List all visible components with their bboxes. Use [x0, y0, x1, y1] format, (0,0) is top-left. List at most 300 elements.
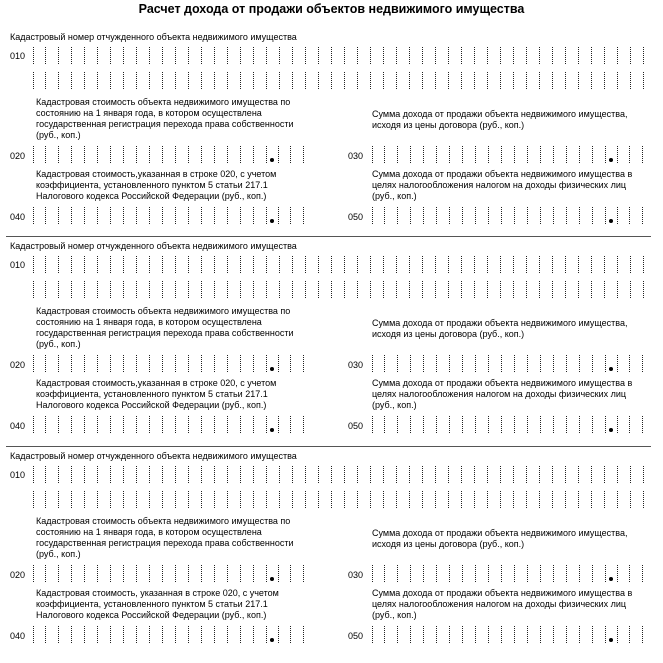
- input-cell[interactable]: [528, 355, 541, 372]
- input-cell[interactable]: [489, 355, 502, 372]
- input-cell[interactable]: [501, 72, 514, 89]
- input-cell[interactable]: [241, 146, 254, 163]
- input-cell[interactable]: [254, 207, 267, 224]
- input-cell[interactable]: [254, 565, 267, 582]
- input-cell[interactable]: [176, 281, 189, 298]
- input-cell[interactable]: [241, 72, 254, 89]
- cadastral-number-row-2[interactable]: [33, 281, 644, 298]
- input-cell[interactable]: [215, 281, 228, 298]
- input-cell[interactable]: [241, 281, 254, 298]
- input-cell[interactable]: [111, 146, 124, 163]
- input-cell[interactable]: [410, 466, 423, 483]
- input-cell[interactable]: [593, 207, 606, 224]
- input-cell[interactable]: [411, 355, 424, 372]
- input-cell[interactable]: [580, 355, 593, 372]
- input-cell[interactable]: [398, 416, 411, 433]
- input-cell[interactable]: [463, 207, 476, 224]
- input-cell[interactable]: [476, 146, 489, 163]
- input-cell[interactable]: [59, 416, 72, 433]
- input-cell[interactable]: [46, 281, 59, 298]
- input-cell[interactable]: [502, 146, 515, 163]
- input-cell[interactable]: [98, 565, 111, 582]
- input-cell[interactable]: [554, 355, 567, 372]
- input-cell[interactable]: [46, 466, 59, 483]
- input-cell[interactable]: [228, 491, 241, 508]
- input-cell[interactable]: [449, 491, 462, 508]
- input-cell[interactable]: [228, 466, 241, 483]
- input-cell[interactable]: [553, 256, 566, 273]
- input-cell[interactable]: [228, 281, 241, 298]
- input-cell[interactable]: [540, 491, 553, 508]
- input-cell[interactable]: [332, 281, 345, 298]
- input-cell[interactable]: [541, 146, 554, 163]
- input-cell[interactable]: [437, 416, 450, 433]
- input-cell[interactable]: [33, 565, 46, 582]
- input-cell[interactable]: [631, 72, 644, 89]
- line-050-cells[interactable]: [372, 626, 643, 643]
- input-cell[interactable]: [85, 416, 98, 433]
- input-cell[interactable]: [163, 565, 176, 582]
- line-050-cells[interactable]: [372, 207, 643, 224]
- input-cell[interactable]: [137, 207, 150, 224]
- input-cell[interactable]: [372, 355, 385, 372]
- input-cell[interactable]: [319, 491, 332, 508]
- input-cell[interactable]: [617, 416, 630, 433]
- input-cell[interactable]: [488, 281, 501, 298]
- input-cell[interactable]: [398, 355, 411, 372]
- input-cell[interactable]: [150, 256, 163, 273]
- input-cell[interactable]: [424, 565, 437, 582]
- input-cell[interactable]: [514, 491, 527, 508]
- cadastral-number-row-2[interactable]: [33, 72, 644, 89]
- input-cell[interactable]: [85, 47, 98, 64]
- input-cell[interactable]: [358, 281, 371, 298]
- input-cell[interactable]: [449, 281, 462, 298]
- input-cell[interactable]: [189, 355, 202, 372]
- input-cell[interactable]: [424, 355, 437, 372]
- input-cell[interactable]: [150, 466, 163, 483]
- input-cell[interactable]: [372, 416, 385, 433]
- input-cell[interactable]: [111, 565, 124, 582]
- input-cell[interactable]: [319, 281, 332, 298]
- input-cell[interactable]: [450, 146, 463, 163]
- input-cell[interactable]: [566, 281, 579, 298]
- input-cell[interactable]: [358, 491, 371, 508]
- input-cell[interactable]: [566, 72, 579, 89]
- input-cell[interactable]: [46, 207, 59, 224]
- input-cell[interactable]: [527, 256, 540, 273]
- input-cell[interactable]: [33, 466, 46, 483]
- input-cell[interactable]: [278, 626, 291, 643]
- input-cell[interactable]: [384, 466, 397, 483]
- input-cell[interactable]: [617, 207, 630, 224]
- input-cell[interactable]: [501, 491, 514, 508]
- input-cell[interactable]: [553, 466, 566, 483]
- input-cell[interactable]: [567, 207, 580, 224]
- input-cell[interactable]: [278, 207, 291, 224]
- input-cell[interactable]: [410, 256, 423, 273]
- input-cell[interactable]: [397, 466, 410, 483]
- input-cell[interactable]: [291, 416, 304, 433]
- input-cell[interactable]: [580, 146, 593, 163]
- input-cell[interactable]: [449, 47, 462, 64]
- input-cell[interactable]: [554, 207, 567, 224]
- input-cell[interactable]: [98, 207, 111, 224]
- input-cell[interactable]: [59, 281, 72, 298]
- input-cell[interactable]: [540, 72, 553, 89]
- input-cell[interactable]: [566, 491, 579, 508]
- input-cell[interactable]: [267, 256, 280, 273]
- input-cell[interactable]: [540, 47, 553, 64]
- input-cell[interactable]: [306, 47, 319, 64]
- input-cell[interactable]: [397, 47, 410, 64]
- input-cell[interactable]: [527, 47, 540, 64]
- input-cell[interactable]: [176, 466, 189, 483]
- input-cell[interactable]: [306, 72, 319, 89]
- input-cell[interactable]: [475, 466, 488, 483]
- input-cell[interactable]: [515, 565, 528, 582]
- input-cell[interactable]: [488, 256, 501, 273]
- input-cell[interactable]: [293, 491, 306, 508]
- input-cell[interactable]: [189, 47, 202, 64]
- input-cell[interactable]: [372, 626, 385, 643]
- input-cell[interactable]: [202, 466, 215, 483]
- input-cell[interactable]: [358, 72, 371, 89]
- input-cell[interactable]: [291, 207, 304, 224]
- input-cell[interactable]: [488, 466, 501, 483]
- input-cell[interactable]: [202, 626, 215, 643]
- input-cell[interactable]: [267, 281, 280, 298]
- input-cell[interactable]: [215, 47, 228, 64]
- input-cell[interactable]: [449, 256, 462, 273]
- input-cell[interactable]: [98, 47, 111, 64]
- input-cell[interactable]: [593, 565, 606, 582]
- input-cell[interactable]: [528, 565, 541, 582]
- input-cell[interactable]: [228, 146, 241, 163]
- input-cell[interactable]: [46, 416, 59, 433]
- input-cell[interactable]: [59, 355, 72, 372]
- input-cell[interactable]: [59, 72, 72, 89]
- input-cell[interactable]: [228, 565, 241, 582]
- input-cell[interactable]: [423, 47, 436, 64]
- input-cell[interactable]: [228, 416, 241, 433]
- input-cell[interactable]: [618, 72, 631, 89]
- input-cell[interactable]: [306, 256, 319, 273]
- input-cell[interactable]: [98, 281, 111, 298]
- input-cell[interactable]: [501, 47, 514, 64]
- input-cell[interactable]: [291, 626, 304, 643]
- input-cell[interactable]: [592, 256, 605, 273]
- input-cell[interactable]: [423, 466, 436, 483]
- line-030-cells[interactable]: [372, 565, 643, 582]
- input-cell[interactable]: [202, 207, 215, 224]
- input-cell[interactable]: [553, 281, 566, 298]
- input-cell[interactable]: [267, 47, 280, 64]
- input-cell[interactable]: [502, 207, 515, 224]
- input-cell[interactable]: [358, 47, 371, 64]
- input-cell[interactable]: [85, 626, 98, 643]
- input-cell[interactable]: [463, 355, 476, 372]
- input-cell[interactable]: [137, 281, 150, 298]
- input-cell[interactable]: [176, 355, 189, 372]
- input-cell[interactable]: [541, 565, 554, 582]
- input-cell[interactable]: [579, 491, 592, 508]
- input-cell[interactable]: [137, 466, 150, 483]
- input-cell[interactable]: [475, 281, 488, 298]
- input-cell[interactable]: [436, 47, 449, 64]
- input-cell[interactable]: [176, 146, 189, 163]
- input-cell[interactable]: [462, 281, 475, 298]
- input-cell[interactable]: [202, 256, 215, 273]
- input-cell[interactable]: [617, 626, 630, 643]
- input-cell[interactable]: [46, 626, 59, 643]
- input-cell[interactable]: [332, 491, 345, 508]
- input-cell[interactable]: [384, 47, 397, 64]
- input-cell[interactable]: [124, 281, 137, 298]
- input-cell[interactable]: [372, 146, 385, 163]
- input-cell[interactable]: [385, 416, 398, 433]
- input-cell[interactable]: [98, 146, 111, 163]
- input-cell[interactable]: [371, 72, 384, 89]
- input-cell[interactable]: [372, 207, 385, 224]
- input-cell[interactable]: [111, 47, 124, 64]
- input-cell[interactable]: [358, 256, 371, 273]
- input-cell[interactable]: [241, 47, 254, 64]
- input-cell[interactable]: [462, 491, 475, 508]
- input-cell[interactable]: [85, 466, 98, 483]
- input-cell[interactable]: [371, 466, 384, 483]
- input-cell[interactable]: [98, 72, 111, 89]
- input-cell[interactable]: [554, 146, 567, 163]
- input-cell[interactable]: [228, 72, 241, 89]
- line-040-cells[interactable]: [33, 416, 304, 433]
- input-cell[interactable]: [605, 491, 618, 508]
- input-cell[interactable]: [111, 355, 124, 372]
- input-cell[interactable]: [489, 146, 502, 163]
- input-cell[interactable]: [450, 626, 463, 643]
- input-cell[interactable]: [515, 207, 528, 224]
- input-cell[interactable]: [228, 256, 241, 273]
- input-cell[interactable]: [371, 47, 384, 64]
- line-050-cells[interactable]: [372, 416, 643, 433]
- input-cell[interactable]: [488, 72, 501, 89]
- input-cell[interactable]: [163, 72, 176, 89]
- input-cell[interactable]: [411, 626, 424, 643]
- input-cell[interactable]: [630, 146, 643, 163]
- input-cell[interactable]: [450, 207, 463, 224]
- input-cell[interactable]: [202, 416, 215, 433]
- input-cell[interactable]: [291, 146, 304, 163]
- input-cell[interactable]: [33, 416, 46, 433]
- input-cell[interactable]: [46, 72, 59, 89]
- input-cell[interactable]: [150, 281, 163, 298]
- input-cell[interactable]: [515, 146, 528, 163]
- input-cell[interactable]: [46, 47, 59, 64]
- input-cell[interactable]: [540, 281, 553, 298]
- input-cell[interactable]: [215, 626, 228, 643]
- input-cell[interactable]: [241, 565, 254, 582]
- input-cell[interactable]: [189, 281, 202, 298]
- input-cell[interactable]: [345, 491, 358, 508]
- input-cell[interactable]: [98, 256, 111, 273]
- input-cell[interactable]: [267, 466, 280, 483]
- line-030-cells[interactable]: [372, 355, 643, 372]
- input-cell[interactable]: [150, 72, 163, 89]
- input-cell[interactable]: [437, 565, 450, 582]
- input-cell[interactable]: [291, 565, 304, 582]
- input-cell[interactable]: [202, 565, 215, 582]
- input-cell[interactable]: [553, 47, 566, 64]
- input-cell[interactable]: [476, 207, 489, 224]
- input-cell[interactable]: [593, 355, 606, 372]
- input-cell[interactable]: [189, 416, 202, 433]
- input-cell[interactable]: [437, 626, 450, 643]
- input-cell[interactable]: [137, 355, 150, 372]
- input-cell[interactable]: [371, 281, 384, 298]
- input-cell[interactable]: [46, 565, 59, 582]
- input-cell[interactable]: [475, 47, 488, 64]
- input-cell[interactable]: [59, 565, 72, 582]
- input-cell[interactable]: [59, 207, 72, 224]
- input-cell[interactable]: [215, 416, 228, 433]
- input-cell[interactable]: [111, 207, 124, 224]
- input-cell[interactable]: [241, 491, 254, 508]
- input-cell[interactable]: [580, 626, 593, 643]
- input-cell[interactable]: [189, 626, 202, 643]
- input-cell[interactable]: [111, 281, 124, 298]
- input-cell[interactable]: [593, 626, 606, 643]
- input-cell[interactable]: [618, 491, 631, 508]
- input-cell[interactable]: [553, 491, 566, 508]
- input-cell[interactable]: [85, 491, 98, 508]
- input-cell[interactable]: [579, 466, 592, 483]
- input-cell[interactable]: [345, 72, 358, 89]
- input-cell[interactable]: [176, 626, 189, 643]
- input-cell[interactable]: [254, 491, 267, 508]
- input-cell[interactable]: [111, 491, 124, 508]
- input-cell[interactable]: [527, 491, 540, 508]
- input-cell[interactable]: [319, 72, 332, 89]
- input-cell[interactable]: [476, 565, 489, 582]
- input-cell[interactable]: [72, 355, 85, 372]
- input-cell[interactable]: [98, 466, 111, 483]
- input-cell[interactable]: [515, 626, 528, 643]
- input-cell[interactable]: [137, 565, 150, 582]
- input-cell[interactable]: [592, 47, 605, 64]
- input-cell[interactable]: [176, 72, 189, 89]
- input-cell[interactable]: [280, 256, 293, 273]
- input-cell[interactable]: [630, 416, 643, 433]
- input-cell[interactable]: [278, 355, 291, 372]
- input-cell[interactable]: [385, 626, 398, 643]
- input-cell[interactable]: [98, 626, 111, 643]
- input-cell[interactable]: [410, 281, 423, 298]
- input-cell[interactable]: [605, 47, 618, 64]
- input-cell[interactable]: [528, 146, 541, 163]
- input-cell[interactable]: [332, 72, 345, 89]
- input-cell[interactable]: [189, 491, 202, 508]
- input-cell[interactable]: [254, 416, 267, 433]
- input-cell[interactable]: [228, 355, 241, 372]
- input-cell[interactable]: [59, 626, 72, 643]
- input-cell[interactable]: [541, 207, 554, 224]
- input-cell[interactable]: [528, 207, 541, 224]
- input-cell[interactable]: [124, 416, 137, 433]
- input-cell[interactable]: [345, 47, 358, 64]
- input-cell[interactable]: [33, 355, 46, 372]
- input-cell[interactable]: [617, 146, 630, 163]
- input-cell[interactable]: [150, 416, 163, 433]
- input-cell[interactable]: [567, 416, 580, 433]
- input-cell[interactable]: [449, 466, 462, 483]
- input-cell[interactable]: [215, 565, 228, 582]
- input-cell[interactable]: [554, 626, 567, 643]
- input-cell[interactable]: [462, 466, 475, 483]
- input-cell[interactable]: [163, 466, 176, 483]
- input-cell[interactable]: [567, 626, 580, 643]
- cadastral-number-row-1[interactable]: [33, 466, 644, 483]
- line-020-cells[interactable]: [33, 146, 304, 163]
- input-cell[interactable]: [540, 466, 553, 483]
- input-cell[interactable]: [566, 256, 579, 273]
- input-cell[interactable]: [280, 466, 293, 483]
- input-cell[interactable]: [462, 256, 475, 273]
- input-cell[interactable]: [476, 626, 489, 643]
- input-cell[interactable]: [345, 256, 358, 273]
- input-cell[interactable]: [579, 281, 592, 298]
- input-cell[interactable]: [372, 565, 385, 582]
- input-cell[interactable]: [215, 72, 228, 89]
- input-cell[interactable]: [46, 146, 59, 163]
- input-cell[interactable]: [593, 146, 606, 163]
- input-cell[interactable]: [124, 256, 137, 273]
- input-cell[interactable]: [85, 146, 98, 163]
- input-cell[interactable]: [527, 72, 540, 89]
- input-cell[interactable]: [228, 47, 241, 64]
- input-cell[interactable]: [436, 72, 449, 89]
- input-cell[interactable]: [137, 72, 150, 89]
- input-cell[interactable]: [163, 416, 176, 433]
- input-cell[interactable]: [450, 416, 463, 433]
- input-cell[interactable]: [72, 256, 85, 273]
- input-cell[interactable]: [514, 281, 527, 298]
- input-cell[interactable]: [528, 626, 541, 643]
- input-cell[interactable]: [278, 416, 291, 433]
- input-cell[interactable]: [423, 281, 436, 298]
- input-cell[interactable]: [33, 491, 46, 508]
- input-cell[interactable]: [566, 466, 579, 483]
- input-cell[interactable]: [111, 72, 124, 89]
- input-cell[interactable]: [98, 355, 111, 372]
- input-cell[interactable]: [319, 256, 332, 273]
- input-cell[interactable]: [124, 72, 137, 89]
- input-cell[interactable]: [437, 207, 450, 224]
- input-cell[interactable]: [515, 416, 528, 433]
- input-cell[interactable]: [436, 256, 449, 273]
- input-cell[interactable]: [411, 207, 424, 224]
- input-cell[interactable]: [605, 466, 618, 483]
- input-cell[interactable]: [332, 466, 345, 483]
- input-cell[interactable]: [306, 491, 319, 508]
- input-cell[interactable]: [385, 146, 398, 163]
- input-cell[interactable]: [202, 281, 215, 298]
- input-cell[interactable]: [631, 281, 644, 298]
- input-cell[interactable]: [502, 565, 515, 582]
- input-cell[interactable]: [436, 281, 449, 298]
- input-cell[interactable]: [98, 416, 111, 433]
- input-cell[interactable]: [397, 281, 410, 298]
- input-cell[interactable]: [176, 565, 189, 582]
